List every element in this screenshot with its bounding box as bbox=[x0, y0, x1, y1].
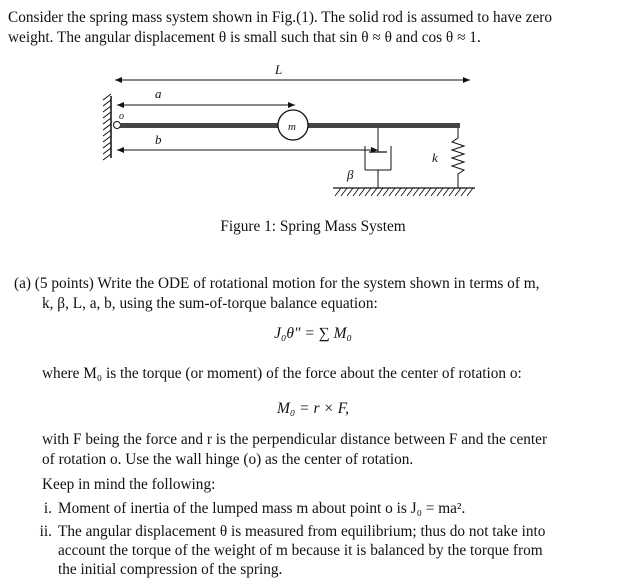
intro-line-1: Consider the spring mass system shown in Fig.(1). The solid rod is assumed to have zero bbox=[8, 9, 552, 26]
where-text: where M₀ is the torque (or moment) of the force about the center of rotation o: bbox=[42, 365, 522, 382]
moment-equation: M₀ = r × F, bbox=[276, 400, 350, 417]
ground bbox=[333, 188, 475, 196]
item-number: ii. bbox=[39, 523, 52, 540]
label-b: b bbox=[155, 132, 162, 147]
with-line-1: with F being the force and r is the perpendicular distance between F and the center bbox=[42, 431, 548, 448]
item-text: The angular displacement θ is measured from equilibrium; thus do not take into bbox=[58, 523, 546, 540]
item-continuation: account the torque of the weight of m because it is balanced by the torque from bbox=[58, 542, 543, 559]
part-a-line-1: (a) (5 points) Write the ODE of rotational motion for the system shown in terms of m, bbox=[14, 275, 540, 292]
list-item bbox=[30, 499, 465, 519]
damper bbox=[365, 128, 391, 188]
with-line-2: of rotation o. Use the wall hinge (o) as the center of rotation. bbox=[42, 451, 414, 468]
intro-line-2: weight. The angular displacement θ is small such that sin θ ≈ θ and cos θ ≈ 1. bbox=[8, 29, 481, 46]
keep-in-mind: Keep in mind the following: bbox=[42, 476, 216, 493]
item-number: i. bbox=[43, 500, 52, 517]
torque-balance-equation: J₀θ″ = ∑ M₀ bbox=[274, 325, 352, 342]
spring bbox=[452, 128, 464, 188]
spring-mass-figure bbox=[95, 58, 490, 208]
item-text: Moment of inertia of the lumped mass m about point o is J₀ = ma². bbox=[58, 500, 466, 517]
label-m: m bbox=[288, 121, 296, 133]
item-continuation: the initial compression of the spring. bbox=[58, 561, 283, 578]
label-L: L bbox=[275, 62, 283, 77]
label-beta: β bbox=[347, 167, 354, 182]
spring-mass-diagram bbox=[95, 58, 490, 208]
figure-caption: Figure 1: Spring Mass System bbox=[220, 218, 406, 235]
list-item bbox=[30, 522, 545, 542]
label-o: o bbox=[119, 111, 124, 122]
label-a: a bbox=[155, 86, 162, 101]
label-k: k bbox=[432, 150, 438, 165]
part-a-line-2: k, β, L, a, b, using the sum-of-torque balance equation: bbox=[42, 295, 378, 312]
problem-intro bbox=[8, 8, 616, 48]
